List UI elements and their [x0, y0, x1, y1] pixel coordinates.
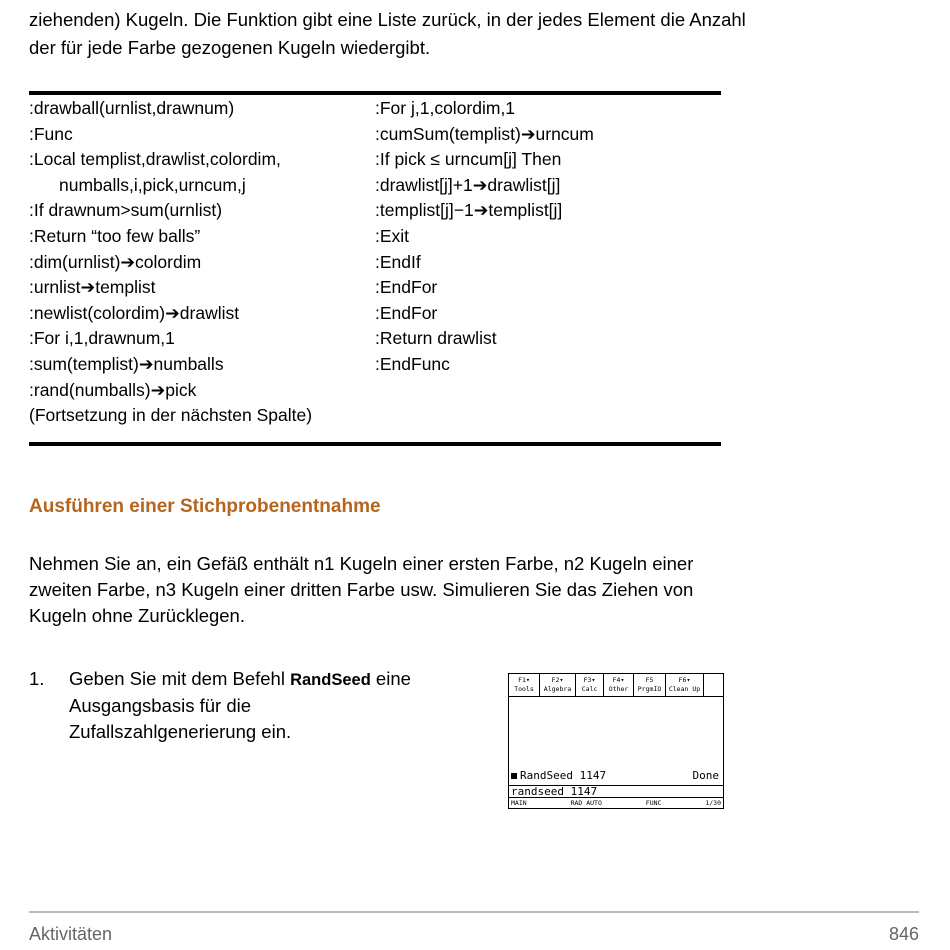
code-line: :EndFunc: [375, 353, 450, 374]
code-line: :Return drawlist: [375, 328, 497, 349]
status-mode: MAIN: [511, 799, 527, 807]
code-line: :EndFor: [375, 277, 438, 298]
fkey-algebra: [540, 674, 576, 696]
step-line-2: Ausgangsbasis für die: [69, 695, 252, 716]
fkey-number: F6▾: [678, 676, 691, 684]
fkey-other: [604, 674, 634, 696]
calculator-toolbar: [509, 674, 723, 697]
code-line: :dim(urnlist)➔colordim: [29, 251, 202, 272]
code-bottom-rule: [29, 442, 721, 446]
step-line-1: [69, 666, 499, 693]
fkey-label: Other: [608, 685, 629, 693]
code-line: :cumSum(templist)➔urncum: [375, 123, 594, 144]
fkey-label: Algebra: [543, 685, 572, 693]
code-line: numballs,i,pick,urncum,j: [59, 174, 246, 195]
calculator-history-row: [511, 770, 719, 782]
fkey-number: F5: [645, 676, 654, 684]
code-line: :EndIf: [375, 251, 421, 272]
footer-section-title: Aktivitäten: [29, 924, 113, 944]
bullet-icon: [511, 773, 517, 779]
fkey-number: F3▾: [583, 676, 596, 684]
history-command: [511, 770, 606, 782]
paragraph-line-3: Kugeln ohne Zurücklegen.: [29, 605, 245, 626]
intro-line-2: der für jede Farbe gezogenen Kugeln wiedergibt.: [29, 37, 431, 58]
status-graph: FUNC: [645, 799, 662, 807]
calculator-entry-line: randseed 1147: [509, 785, 723, 798]
code-line: :rand(numballs)➔pick: [29, 379, 197, 400]
status-count: 1/30: [705, 799, 721, 807]
step-line-3: Zufallszahlgenerierung ein.: [69, 721, 292, 742]
step-number: 1.: [29, 668, 45, 689]
code-line: :drawball(urnlist,drawnum): [29, 98, 235, 118]
code-column-left: [29, 96, 312, 429]
section-paragraph: [29, 551, 929, 629]
calculator-status-bar: [509, 799, 723, 807]
fkey-number: F2▾: [551, 676, 564, 684]
code-line: :templist[j]−1➔templist[j]: [375, 200, 563, 221]
code-line: :newlist(colordim)➔drawlist: [29, 302, 240, 323]
fkey-cleanup: [666, 674, 704, 696]
code-line: :If pick ≤ urncum[j] Then: [375, 149, 562, 170]
fkey-number: F4▾: [612, 676, 625, 684]
fkey-tools: [509, 674, 540, 696]
footer-rule: [29, 911, 919, 913]
page-number: 846: [888, 924, 919, 944]
code-continuation-note: (Fortsetzung in der nächsten Spalte): [29, 405, 313, 426]
code-top-rule: [29, 91, 721, 95]
status-angle: RAD AUTO: [570, 799, 602, 807]
section-heading: Ausführen einer Stichprobenentnahme: [29, 496, 381, 517]
code-line: :sum(templist)➔numballs: [29, 353, 224, 374]
fkey-prgmio: [634, 674, 666, 696]
fkey-number: F1▾: [518, 676, 530, 684]
intro-line-1: ziehenden) Kugeln. Die Funktion gibt eine Liste zurück, in der jedes Element die Anzahl: [29, 9, 746, 30]
history-command-text: RandSeed 1147: [520, 769, 607, 782]
code-line: :For i,1,drawnum,1: [29, 328, 175, 349]
code-line: :Local templist,drawlist,colordim,: [29, 149, 281, 170]
code-line: :Return “too few balls”: [29, 225, 201, 246]
code-line: :If drawnum>sum(urnlist): [29, 200, 223, 221]
step-pre: Geben Sie mit dem Befehl: [69, 668, 291, 689]
fkey-calc: [576, 674, 604, 696]
code-line: :Func: [29, 123, 73, 144]
fkey-label: PrgmIO: [637, 685, 662, 693]
code-line: :EndFor: [375, 302, 438, 323]
history-result: Done: [692, 769, 719, 782]
fkey-label: Calc: [581, 685, 598, 693]
code-line: :urnlist➔templist: [29, 277, 156, 298]
code-line: :For j,1,colordim,1: [375, 98, 516, 118]
intro-text: [29, 6, 929, 62]
step-post: eine: [370, 668, 411, 689]
step-text: [69, 666, 499, 745]
paragraph-line-1: Nehmen Sie an, ein Gefäß enthält n1 Kugeln einer ersten Farbe, n2 Kugeln einer: [29, 553, 694, 574]
code-line: :Exit: [375, 225, 410, 246]
calculator-screenshot: [508, 673, 724, 809]
paragraph-line-2: zweiten Farbe, n3 Kugeln einer dritten Farbe usw. Simulieren Sie das Ziehen von: [29, 579, 694, 600]
fkey-label: Clean Up: [668, 685, 701, 693]
fkey-label: Tools: [514, 685, 534, 693]
code-column-right: [375, 96, 594, 378]
randseed-command: RandSeed: [290, 671, 371, 689]
code-line: :drawlist[j]+1➔drawlist[j]: [375, 174, 561, 195]
